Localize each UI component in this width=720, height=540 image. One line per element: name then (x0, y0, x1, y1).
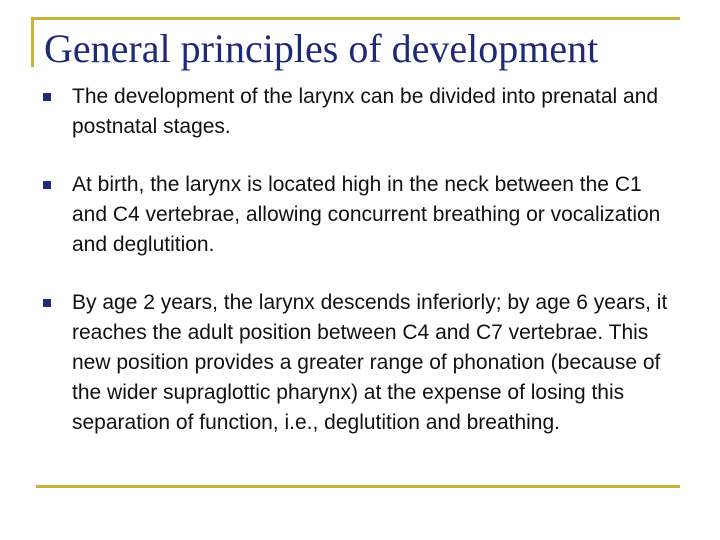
square-bullet-icon (43, 181, 51, 189)
bullet-list (40, 82, 680, 466)
bullet-item (40, 288, 680, 438)
bullet-text: By age 2 years, the larynx descends inferiorly; by age 6 years, it reaches the adult position between C4 and C7 vertebrae. This new position provides a greater range of phonation (because of the wider supraglottic pharynx) at the expense of losing this separation of function, i.e., deglutition and breathing. (72, 291, 668, 434)
square-bullet-icon (43, 93, 51, 101)
square-bullet-icon (43, 299, 51, 307)
frame-top-rule (31, 17, 680, 20)
bullet-text: At birth, the larynx is located high in the neck between the C1 and C4 vertebrae, allowing concurrent breathing or vocalization and deglutition. (72, 173, 661, 256)
bullet-item (40, 82, 680, 142)
frame-bottom-rule (36, 485, 680, 488)
frame-left-rule (31, 17, 34, 67)
bullet-text: The development of the larynx can be divided into prenatal and postnatal stages. (72, 85, 659, 138)
bullet-item (40, 170, 680, 260)
slide-title: General principles of development (44, 26, 599, 71)
